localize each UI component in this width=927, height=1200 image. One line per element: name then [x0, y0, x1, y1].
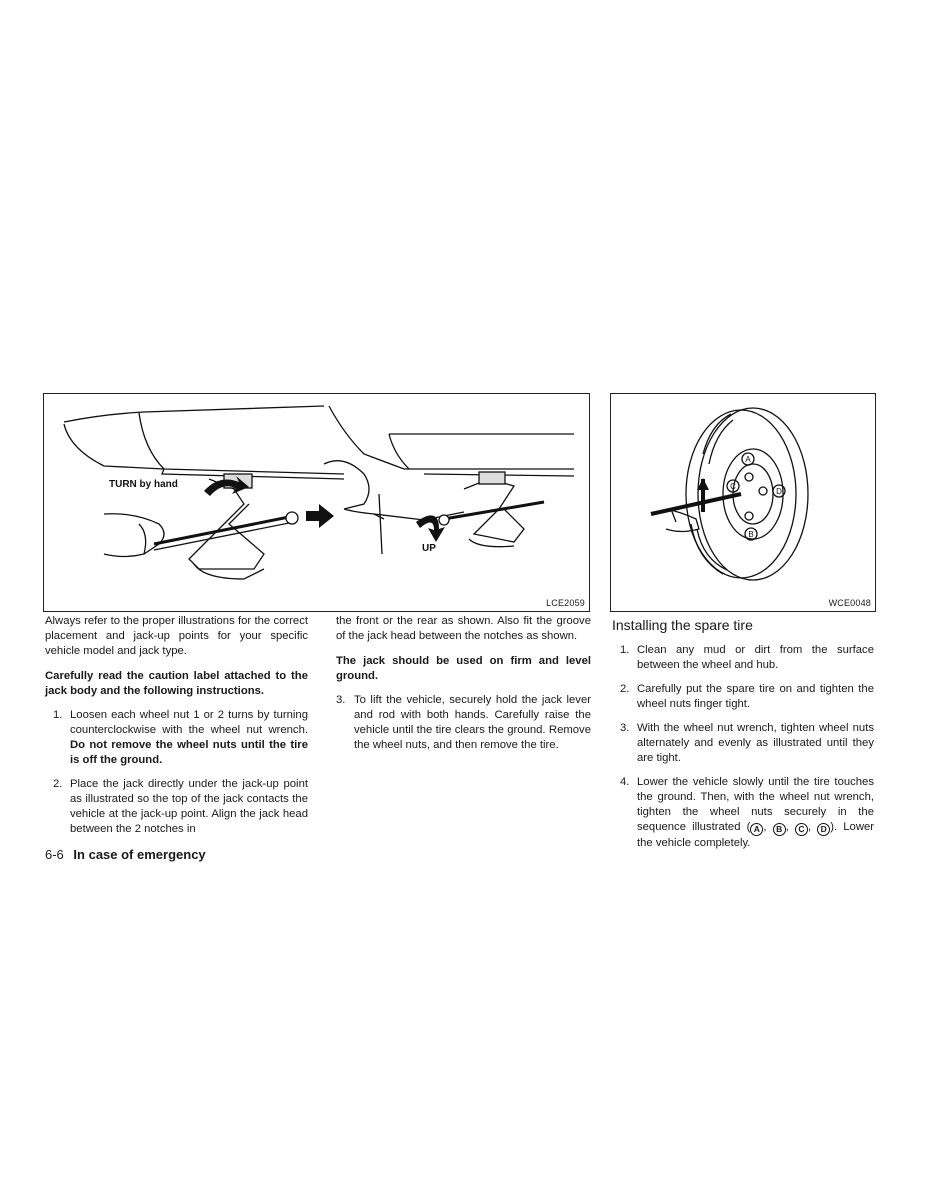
nut-label-c: C: [730, 482, 736, 491]
circled-letter: B: [773, 823, 786, 836]
jack-illustration: [43, 393, 590, 612]
circled-letter: C: [795, 823, 808, 836]
list-item: 2. Carefully put the spare tire on and tighten the wheel nuts finger tight.: [620, 683, 874, 710]
list-item: 1. Clean any mud or dirt from the surface between the wheel and hub.: [620, 644, 874, 671]
column-1: [45, 614, 308, 837]
column-2: [336, 614, 591, 753]
list-item: 3. To lift the vehicle, securely hold the jack lever and rod with both hands. Carefully raise the vehicle until the tire clears the ground. Remove the wheel nuts, and then remove the tire.: [336, 694, 591, 751]
list-item: 4. Lower the vehicle slowly until the tire touches the ground. Then, with the wheel nut wrench, tighten the wheel nuts securely in the sequence illustrated ( A , B , C , D ). Lower the vehicle completely.: [620, 776, 875, 849]
step-list: [612, 643, 874, 851]
circled-letter: A: [750, 823, 763, 836]
list-item: 3. With the wheel nut wrench, tighten wheel nuts alternately and evenly as illustrated until they are tight.: [620, 722, 874, 764]
tire-illustration: [610, 393, 876, 612]
step-list: [45, 708, 308, 837]
caution-paragraph: Carefully read the caution label attached to the jack body and the following instructions.: [45, 670, 308, 697]
list-item: 1. Loosen each wheel nut 1 or 2 turns by turning counterclockwise with the wheel nut wrench. Do not remove the wheel nuts until the tire is off the ground.: [53, 709, 308, 766]
step-list: [336, 693, 591, 753]
section-title: In case of emergency: [73, 847, 206, 862]
continued-paragraph: the front or the rear as shown. Also fit the groove of the jack head between the notches as shown.: [336, 615, 591, 642]
warning-paragraph: The jack should be used on firm and level ground.: [336, 655, 591, 682]
nut-label-a: A: [745, 455, 751, 464]
tire-drawing: [611, 394, 877, 613]
page-number: 6-6: [45, 847, 64, 862]
intro-paragraph: Always refer to the proper illustrations for the correct placement and jack-up points for your specific vehicle model and jack type.: [45, 615, 308, 657]
figure-code: LCE2059: [546, 598, 585, 608]
list-item: 2. Place the jack directly under the jack-up point as illustrated so the top of the jack contacts the vehicle at the jack-up point. Align the jack head between the 2 notches in: [53, 778, 308, 835]
column-3: [612, 614, 874, 851]
up-label: UP: [422, 543, 436, 554]
nut-label-b: B: [748, 530, 754, 539]
circled-letter: D: [817, 823, 830, 836]
section-heading: Installing the spare tire: [612, 617, 753, 633]
nut-label-d: D: [776, 487, 782, 496]
figure-code: WCE0048: [828, 598, 871, 608]
turn-by-hand-label: TURN by hand: [109, 479, 178, 490]
page-footer: [45, 847, 206, 862]
jack-drawing: [44, 394, 591, 613]
